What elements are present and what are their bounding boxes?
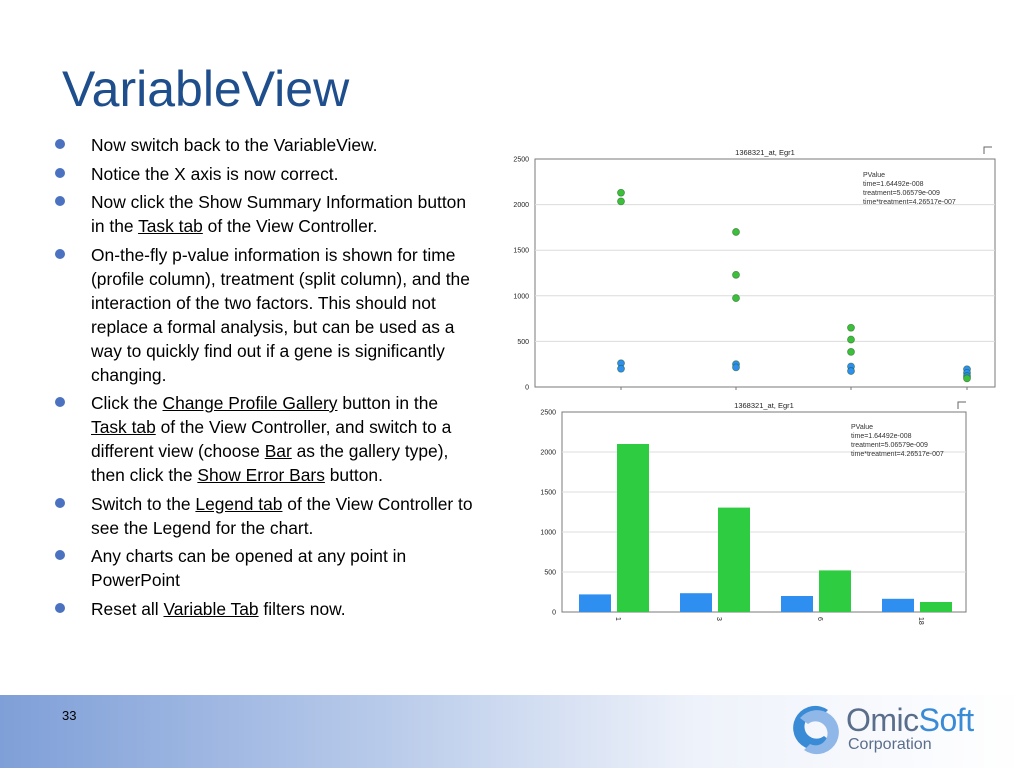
bullet-dot-icon [55, 196, 65, 206]
y-tick-label: 2000 [513, 202, 529, 210]
y-tick-label: 2000 [540, 449, 556, 457]
bullet-item [54, 492, 474, 540]
resize-corner-icon [958, 402, 966, 409]
bar [882, 599, 914, 612]
underlined-term: Bar [264, 441, 292, 461]
bullet-dot-icon [55, 550, 65, 560]
data-point [733, 271, 740, 278]
company-logo [788, 700, 988, 760]
underlined-term: Task tab [91, 417, 156, 437]
underlined-term: Task tab [138, 216, 203, 236]
pvalue-annotation: time*treatment=4.26517e-007 [863, 199, 956, 206]
bar [680, 593, 712, 612]
scatter-chart [506, 144, 1000, 394]
bullet-dot-icon [55, 397, 65, 407]
pvalue-annotation: PValue [851, 424, 874, 431]
logo-name: OmicSoft [846, 702, 974, 738]
bullet-item [54, 597, 474, 621]
bar-chart [530, 399, 974, 635]
y-tick-label: 2500 [540, 409, 556, 417]
logo-subtitle: Corporation [848, 736, 932, 753]
data-point [733, 364, 740, 371]
pvalue-annotation: PValue [863, 172, 886, 179]
data-point [964, 375, 971, 382]
underlined-term: Legend tab [195, 493, 283, 514]
pvalue-annotation: time=1.64492e-008 [863, 181, 924, 188]
x-tick-label: 6 [816, 617, 823, 621]
pvalue-annotation: time=1.64492e-008 [851, 433, 912, 440]
bullet-text: Any charts can be opened at any point in PowerPoint [91, 546, 407, 590]
bullet-text: Reset all [91, 598, 164, 619]
x-tick-label: 18 [917, 617, 924, 625]
y-tick-label: 500 [517, 338, 529, 346]
bullet-item [54, 133, 474, 157]
y-tick-label: 0 [525, 384, 529, 392]
bullet-list [54, 133, 474, 625]
bullet-item [54, 544, 474, 592]
bar [920, 602, 952, 612]
underlined-term: Show Error Bars [197, 465, 325, 485]
data-point [848, 324, 855, 331]
bullet-text: Switch to the [91, 493, 196, 514]
x-tick-label: 1 [614, 617, 621, 621]
logo-mark-icon [788, 702, 844, 758]
bullet-dot-icon [55, 249, 65, 259]
x-tick-label: 3 [715, 617, 722, 621]
y-tick-label: 1500 [513, 247, 529, 255]
bullet-text: On-the-fly p-value information is shown for time (profile column), treatment (split column), and the interaction of the two factors. This should not replace a formal analysis, but can be used as a way to quickly find out if a gene is significantly changing. [91, 244, 470, 385]
page-number: 33 [62, 708, 77, 723]
bullet-item [54, 190, 474, 238]
bar [579, 594, 611, 612]
bullet-text: Now switch back to the VariableView. [91, 135, 378, 155]
bar [781, 596, 813, 612]
bullet-text: of the View Controller to see the Legend for the chart. [91, 493, 473, 538]
underlined-term: Change Profile Gallery [162, 393, 338, 413]
pvalue-annotation: time*treatment=4.26517e-007 [851, 451, 944, 458]
bullet-text: Now click the Show Summary Information button in the [91, 192, 467, 236]
data-point [733, 295, 740, 302]
y-tick-label: 1000 [540, 529, 556, 537]
bullet-item [54, 391, 474, 487]
data-point [848, 368, 855, 375]
data-point [733, 228, 740, 235]
bar [617, 444, 649, 612]
y-tick-label: 500 [544, 569, 556, 577]
data-point [848, 348, 855, 355]
chart-title: 1368321_at, Egr1 [735, 148, 795, 157]
bullet-text: button. [324, 465, 383, 485]
underlined-term: Variable Tab [163, 598, 259, 619]
bullet-item [54, 243, 474, 387]
bullet-text: Notice the X axis is now correct. [91, 163, 339, 184]
bullet-dot-icon [55, 603, 65, 613]
bullet-text: as the gallery type), then click the [91, 441, 449, 485]
data-point [618, 189, 625, 196]
bullet-dot-icon [55, 139, 65, 149]
bullet-text: of the View Controller, and switch to a different view (choose [91, 417, 452, 461]
bullet-dot-icon [55, 168, 65, 178]
bar [718, 508, 750, 612]
bullet-item [54, 162, 474, 186]
slide-title: VariableView [62, 61, 350, 117]
bullet-text: of the View Controller. [202, 216, 378, 236]
y-tick-label: 0 [552, 609, 556, 617]
pvalue-annotation: treatment=5.06579e-009 [851, 442, 928, 449]
y-tick-label: 1500 [540, 489, 556, 497]
bar [819, 570, 851, 612]
y-tick-label: 2500 [513, 156, 529, 164]
data-point [618, 198, 625, 205]
data-point [618, 365, 625, 372]
data-point [848, 336, 855, 343]
chart-title: 1368321_at, Egr1 [734, 401, 794, 410]
bullet-dot-icon [55, 498, 65, 508]
bullet-text: button in the [337, 393, 439, 413]
bullet-text: filters now. [258, 598, 346, 619]
resize-corner-icon [984, 147, 992, 154]
y-tick-label: 1000 [513, 293, 529, 301]
bullet-text: Click the [91, 393, 163, 413]
pvalue-annotation: treatment=5.06579e-009 [863, 190, 940, 197]
